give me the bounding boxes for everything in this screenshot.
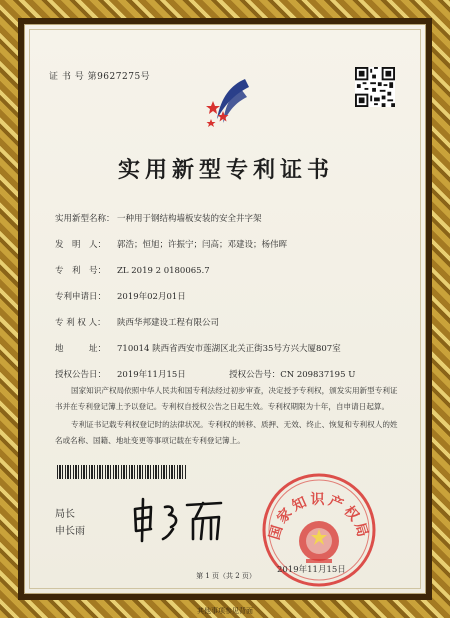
field-utility-model-name: 实用新型名称： 一种用于钢结构墙板安装的安全井字架: [55, 214, 262, 224]
field-address: 地 址： 710014 陕西省西安市莲湖区北关正街35号方兴大厦807室: [55, 344, 341, 354]
handwritten-signature-icon: [129, 495, 229, 543]
signatory-name: 申长雨: [55, 526, 85, 537]
certificate-paper: [24, 24, 426, 594]
certificate-title: 实用新型专利证书: [117, 157, 334, 183]
field-grant-date: 授权公告日： 2019年11月15日 授权公告号：CN 209837195 U: [55, 370, 356, 380]
patent-office-logo-icon: [201, 75, 255, 133]
certificate-description: [55, 383, 401, 451]
field-inventors: 发 明 人： 郭浩；恒旭；许振宁；闫高；邓建设；杨伟晖: [55, 240, 288, 250]
qr-code-icon: [355, 67, 395, 107]
description-paragraph: 专利证书记载专利权登记时的法律状况。专利权的转移、质押、无效、终止、恢复和专利权人的姓名或名称、国籍、地址变更等事项记载在专利登记簿上。: [55, 420, 398, 445]
signatory-title: 局长: [55, 509, 75, 520]
field-patentee: 专 利 权 人： 陕西华邦建设工程有限公司: [55, 318, 220, 328]
field-patent-number: 专 利 号： ZL 2019 2 0180065.7: [55, 266, 210, 276]
field-application-date: 专利申请日： 2019年02月01日: [55, 292, 186, 302]
footer-note: 其他事项参见背面: [197, 607, 253, 615]
svg-text:国家知识产权局: 国家知识产权局: [266, 491, 372, 542]
seal-date: 2019年11月15日: [277, 565, 346, 575]
grant-publication-number-label: 授权公告号：: [229, 370, 281, 380]
page-number: 第 1 页（共 2 页）: [196, 572, 256, 580]
grant-publication-number: CN 209837195 U: [280, 370, 356, 380]
barcode-icon: [57, 465, 187, 479]
certificate-number: 证 书 号 第9627275号: [49, 72, 151, 82]
description-paragraph: 国家知识产权局依照中华人民共和国专利法经过初步审查，决定授予专利权，颁发实用新型专利证书并在专利登记簿上予以登记。专利权自授权公告之日起生效。专利权期限为十年，自申请日起算。: [55, 386, 398, 411]
